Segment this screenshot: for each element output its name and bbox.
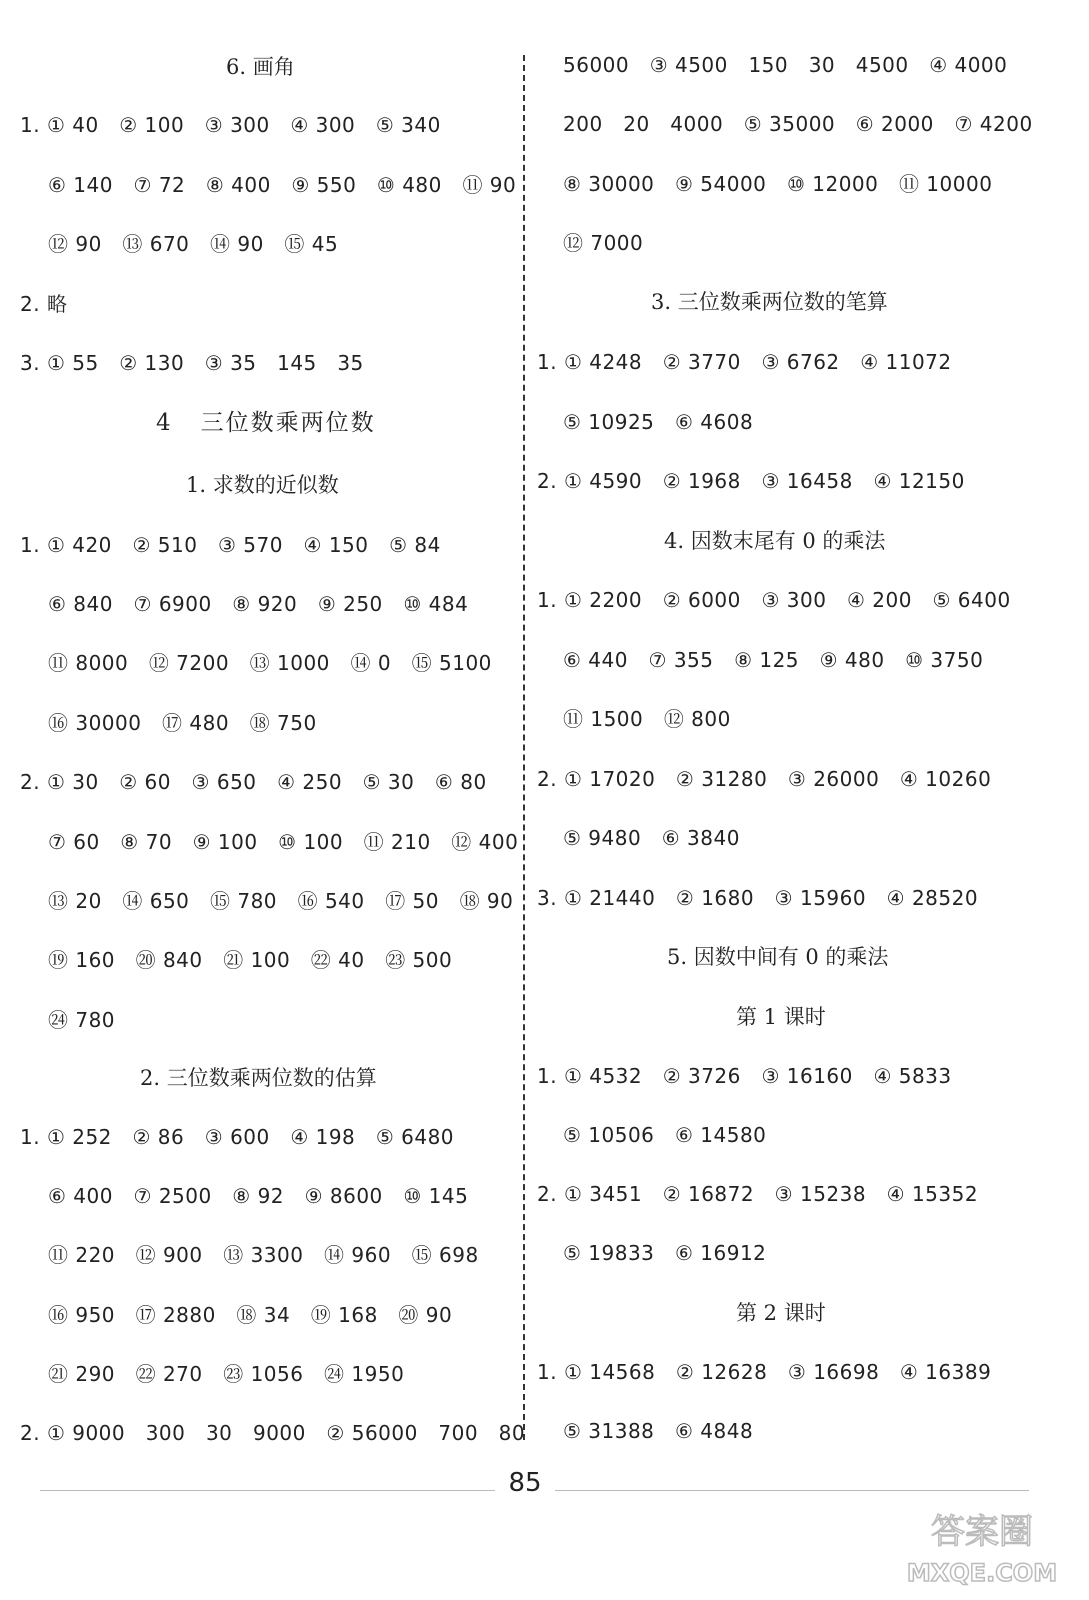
answer-line: 3. ① 21440 ② 1680 ③ 15960 ④ 28520 [537, 886, 979, 910]
answer-line: 1. ① 40 ② 100 ③ 300 ④ 300 ⑤ 340 [20, 113, 441, 137]
answer-line: ⑫ 90 ⑬ 670 ⑭ 90 ⑮ 45 [48, 232, 339, 256]
answer-line: 3. ① 55 ② 130 ③ 35 145 35 [20, 351, 364, 375]
watermark-bottom-text: MXQE.COM [906, 1559, 1058, 1587]
answer-line: ⑥ 400 ⑦ 2500 ⑧ 92 ⑨ 8600 ⑩ 145 [48, 1184, 469, 1208]
section-heading: 4. 因数末尾有 0 的乘法 [664, 529, 886, 553]
subsection-heading: 第 1 课时 [736, 1005, 826, 1029]
answer-line: ⑬ 20 ⑭ 650 ⑮ 780 ⑯ 540 ⑰ 50 ⑱ 90 [48, 889, 514, 913]
answer-line: 2. ① 4590 ② 1968 ③ 16458 ④ 12150 [537, 469, 965, 493]
answer-line: 2. ① 9000 300 30 9000 ② 56000 700 80 [20, 1421, 526, 1445]
answer-line: 56000 ③ 4500 150 30 4500 ④ 4000 [563, 53, 1008, 77]
answer-line: ⑪ 1500 ⑫ 800 [563, 707, 731, 731]
watermark-logo [895, 1505, 1070, 1590]
answer-line: ⑥ 140 ⑦ 72 ⑧ 400 ⑨ 550 ⑩ 480 ⑪ 90 [48, 173, 517, 197]
section-heading: 3. 三位数乘两位数的笔算 [651, 290, 888, 314]
answer-line: ⑦ 60 ⑧ 70 ⑨ 100 ⑩ 100 ⑪ 210 ⑫ 400 [48, 830, 519, 854]
subsection-heading: 第 2 课时 [736, 1301, 826, 1325]
answer-line: ㉑ 290 ㉒ 270 ㉓ 1056 ㉔ 1950 [48, 1362, 405, 1386]
answer-line: ⑪ 8000 ⑫ 7200 ⑬ 1000 ⑭ 0 ⑮ 5100 [48, 651, 492, 675]
page-number: 85 [495, 1468, 555, 1498]
answer-line: ⑤ 19833 ⑥ 16912 [563, 1241, 767, 1265]
section-heading: 6. 画角 [226, 55, 295, 79]
answer-line: 200 20 4000 ⑤ 35000 ⑥ 2000 ⑦ 4200 [563, 112, 1033, 136]
watermark-top-text: 答案圈 [931, 1512, 1033, 1552]
chapter-heading: 4 三位数乘两位数 [156, 410, 376, 436]
answer-line: 1. ① 420 ② 510 ③ 570 ④ 150 ⑤ 84 [20, 533, 441, 557]
column-divider [523, 55, 525, 1440]
answer-line: ⑯ 950 ⑰ 2880 ⑱ 34 ⑲ 168 ⑳ 90 [48, 1303, 453, 1327]
answer-line: 2. ① 17020 ② 31280 ③ 26000 ④ 10260 [537, 767, 992, 791]
answer-line: ⑤ 10506 ⑥ 14580 [563, 1123, 767, 1147]
section-heading: 2. 三位数乘两位数的估算 [140, 1066, 377, 1090]
answer-line: 1. ① 2200 ② 6000 ③ 300 ④ 200 ⑤ 6400 [537, 588, 1011, 612]
answer-line: ⑤ 10925 ⑥ 4608 [563, 410, 754, 434]
answer-line: ⑯ 30000 ⑰ 480 ⑱ 750 [48, 711, 317, 735]
answer-line: ⑥ 440 ⑦ 355 ⑧ 125 ⑨ 480 ⑩ 3750 [563, 648, 984, 672]
section-heading: 5. 因数中间有 0 的乘法 [667, 945, 889, 969]
section-heading: 1. 求数的近似数 [186, 473, 339, 497]
answer-line: 1. ① 252 ② 86 ③ 600 ④ 198 ⑤ 6480 [20, 1125, 455, 1149]
answer-line: 2. ① 30 ② 60 ③ 650 ④ 250 ⑤ 30 ⑥ 80 [20, 770, 487, 794]
answer-line: ⑪ 220 ⑫ 900 ⑬ 3300 ⑭ 960 ⑮ 698 [48, 1243, 479, 1267]
answer-line: 1. ① 14568 ② 12628 ③ 16698 ④ 16389 [537, 1360, 992, 1384]
answer-line: ㉔ 780 [48, 1008, 116, 1032]
answer-line: 2. ① 3451 ② 16872 ③ 15238 ④ 15352 [537, 1182, 979, 1206]
answer-line: ⑤ 31388 ⑥ 4848 [563, 1419, 754, 1443]
answer-line: 1. ① 4532 ② 3726 ③ 16160 ④ 5833 [537, 1064, 952, 1088]
answer-line: 1. ① 4248 ② 3770 ③ 6762 ④ 11072 [537, 350, 952, 374]
answer-line: ⑧ 30000 ⑨ 54000 ⑩ 12000 ⑪ 10000 [563, 172, 993, 196]
answer-line: 2. 略 [20, 292, 68, 316]
answer-line: ⑫ 7000 [563, 231, 644, 255]
answer-line: ⑲ 160 ⑳ 840 ㉑ 100 ㉒ 40 ㉓ 500 [48, 948, 453, 972]
answer-line: ⑤ 9480 ⑥ 3840 [563, 826, 740, 850]
answer-line: ⑥ 840 ⑦ 6900 ⑧ 920 ⑨ 250 ⑩ 484 [48, 592, 469, 616]
